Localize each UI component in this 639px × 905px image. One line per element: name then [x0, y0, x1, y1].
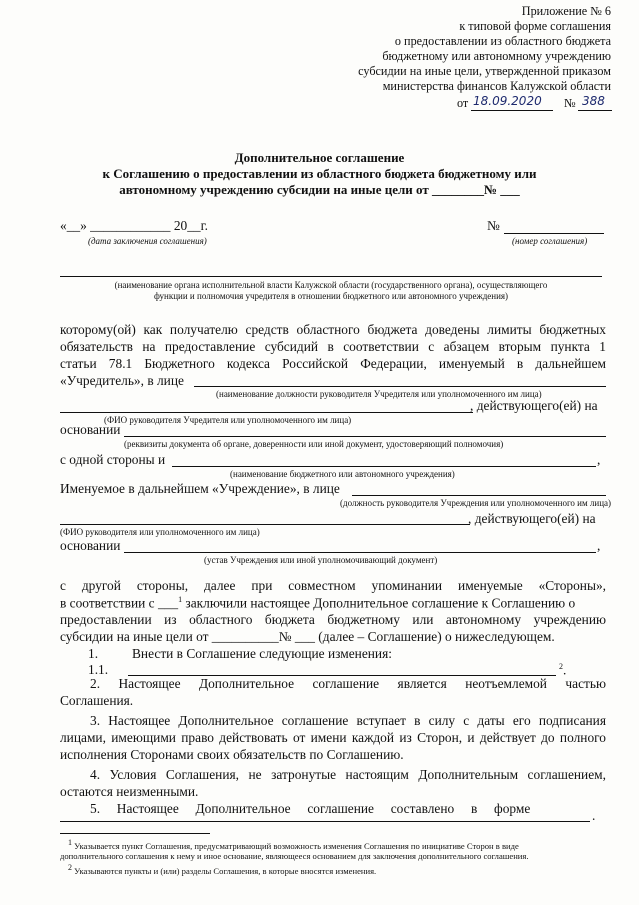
footnote-marker: 1 [68, 838, 72, 847]
number-prefix: № [564, 96, 576, 110]
appendix-line: бюджетному или автономному учреждению [382, 49, 611, 63]
date-underline [471, 110, 553, 111]
body-line: в соответствии с ___$^1$ заключили настоящее Дополнительное соглашение к Соглашению о [60, 595, 576, 611]
item-5-end: . [592, 808, 596, 823]
acting-text: , действующего(ей) на [468, 511, 596, 526]
item-number: 1. [88, 646, 99, 661]
charter-field[interactable] [124, 552, 596, 553]
fio-caption: (ФИО руководителя Учредителя или уполномоченного им лица) [104, 415, 352, 425]
body-line: статьи 78.1 Бюджетного кодекса Российской Федерации, именуемый в дальнейшем [60, 356, 606, 371]
appendix-date-line [0, 93, 639, 113]
charter-caption: (устав Учреждения или иной уполномочивающий документ) [204, 555, 438, 565]
comma: , [597, 452, 601, 467]
date-caption: (дата заключения соглашения) [88, 236, 207, 246]
inst-position-caption: (должность руководителя Учреждения или уполномоченного им лица) [340, 498, 612, 508]
body-line: 3. Настоящее Дополнительное соглашение вступает в силу с даты его подписания [90, 713, 606, 728]
handwritten-date: 18.09.2020 [473, 94, 542, 108]
position-caption: (наименование должности руководителя Учредителя или уполномоченного им лица) [216, 389, 542, 399]
body-line: остаются неизменными. [60, 784, 199, 799]
number-caption: (номер соглашения) [512, 236, 588, 246]
comma: , [597, 538, 601, 553]
institution-name-field[interactable] [172, 466, 596, 467]
fio-caption: (ФИО руководителя или уполномоченного им лица) [60, 527, 260, 537]
body-line: лицами, имеющими право действовать от имени каждой из Сторон, и действует до полного [60, 730, 606, 745]
appendix-line: министерства финансов Калужской области [382, 79, 611, 93]
named-institution-label: Именуемое в дальнейшем «Учреждение», в лице [60, 481, 340, 496]
institution-fio-field[interactable] [60, 524, 470, 525]
appendix-line: о предоставлении из областного бюджета [394, 34, 611, 48]
acting-text: , действующего(ей) на [470, 398, 598, 413]
founder-fio-field[interactable] [60, 412, 473, 413]
footnote-1: $^1$ Указывается пункт Соглашения, предусматривающий возможность изменения Соглашения по инициативе Сторон в виде [68, 838, 519, 851]
body-line: «Учредитель», в лице [60, 373, 184, 388]
body-line: 2. Настоящее Дополнительное соглашение является неотъемлемой частью [90, 676, 606, 691]
appendix-line: к типовой форме соглашения [459, 19, 611, 33]
body-line: обязательств на предоставление субсидий в соответствии с абзацем вторым пункта 1 [60, 339, 606, 354]
institution-position-field[interactable] [352, 495, 606, 496]
number-underline [578, 110, 612, 111]
item-number: 1.1. [88, 662, 109, 677]
doc-title: Дополнительное соглашение [234, 150, 405, 165]
footnote-2: $^2$ Указываются пункты и (или) разделы Соглашения, в которые вносятся изменения. [68, 863, 377, 876]
organ-caption: функции и полномочия учредителя в отношении бюджетного или автономного учреждения) [153, 291, 509, 301]
item-1-1-end: $^2$. [559, 662, 567, 678]
body-line: с другой стороны, далее при совместном упоминании именуемые «Стороны», [60, 578, 606, 593]
footnote-1-cont: дополнительного соглашения к нему и иное основание, являющееся основанием для заключения дополнительного соглашения. [60, 851, 529, 861]
footnote-ref[interactable]: 2 [559, 662, 563, 671]
form-field[interactable] [60, 821, 590, 822]
footnote-ref[interactable]: 1 [178, 595, 183, 604]
body-line: 4. Условия Соглашения, не затронутые настоящим Дополнительным соглашением, [90, 767, 606, 782]
doc-subtitle: к Соглашению о предоставлении из областного бюджета бюджетному или [102, 166, 537, 181]
agreement-date-field[interactable]: «__» ____________ 20__г. [60, 218, 208, 233]
handwritten-number: 388 [582, 94, 605, 108]
basis-label: основании [60, 422, 121, 437]
date-prefix: от [457, 96, 469, 110]
footnote-marker: 2 [68, 863, 72, 872]
body-line: субсидии на иные цели от __________№ ___ (далее – Соглашение) о нижеследующем. [60, 629, 555, 644]
body-line: которому(ой) как получателю средств областного бюджета доведены лимиты бюджетных [60, 322, 606, 337]
agreement-number-field[interactable] [504, 233, 604, 234]
footnote-separator [60, 833, 210, 834]
body-line: Соглашения. [60, 693, 134, 708]
basis-label: основании [60, 538, 121, 553]
appendix-line: субсидии на иные цели, утвержденной приказом [358, 64, 611, 78]
body-line: предоставлении из областного бюджета бюджетному или автономному учреждению [60, 612, 606, 627]
organ-name-field[interactable] [60, 276, 602, 277]
appendix-title: Приложение № 6 [521, 4, 611, 18]
organ-caption: (наименование органа исполнительной власти Калужской области (государственного органа), осуществляющего [114, 280, 548, 290]
item-text: Внести в Соглашение следующие изменения: [132, 646, 392, 661]
body-line: 5. Настоящее Дополнительное соглашение составлено в форме [90, 801, 531, 816]
requisites-caption: (реквизиты документа об органе, доверенности или иной документ, удостоверяющий полномочия) [124, 439, 504, 449]
agreement-number-label: № [487, 218, 500, 233]
founder-position-field[interactable] [194, 386, 606, 387]
institution-caption: (наименование бюджетного или автономного учреждения) [230, 469, 455, 479]
body-line: исполнения Сторонами своих обязательств по Соглашению. [60, 747, 404, 762]
doc-subtitle: автономному учреждению субсидии на иные цели от ________№ ___ [119, 182, 520, 197]
one-side-label: с одной стороны и [60, 452, 166, 467]
requisites-field[interactable] [124, 436, 606, 437]
